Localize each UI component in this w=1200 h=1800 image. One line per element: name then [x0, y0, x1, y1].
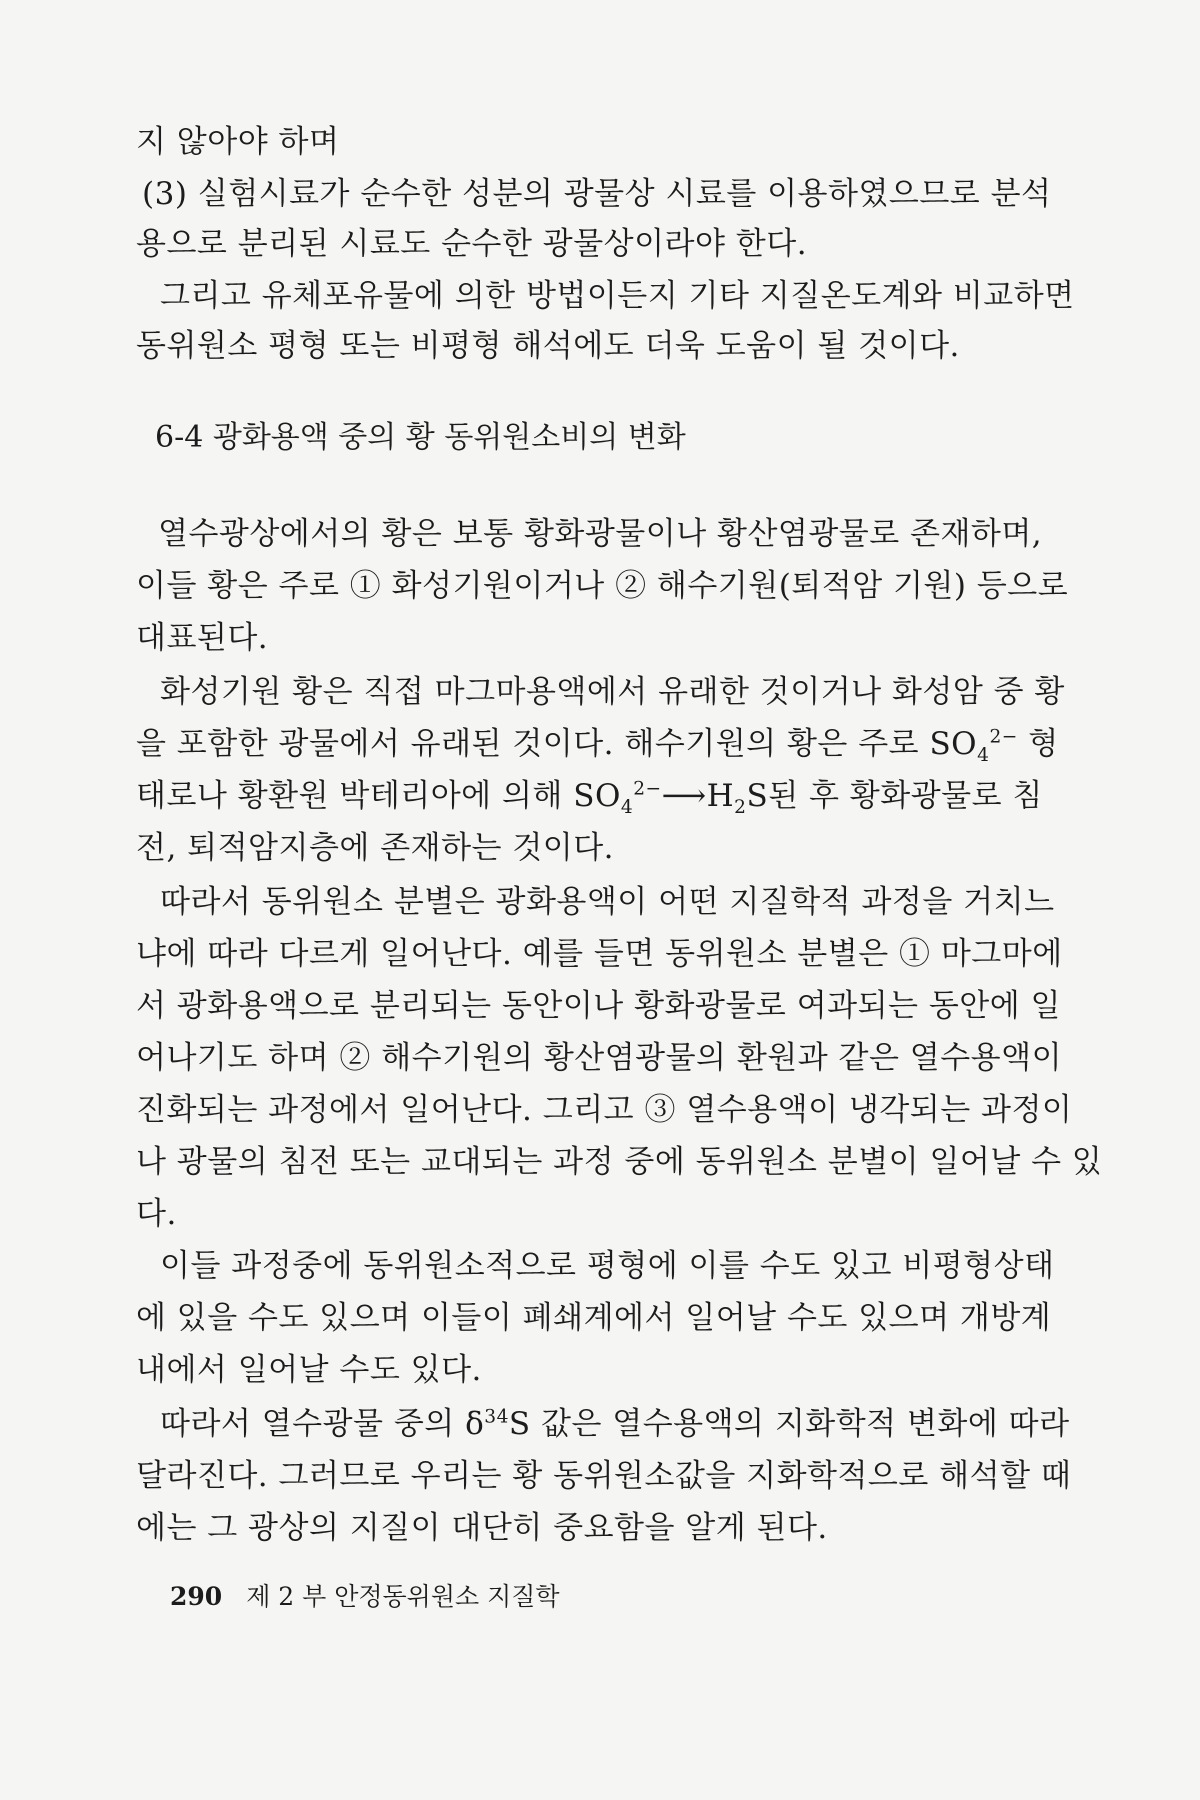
body-line-17: 내에서 일어날 수도 있다. — [136, 1352, 482, 1388]
body-line-19: 달라진다. 그러므로 우리는 황 동위원소값을 지화학적으로 해석할 때 — [136, 1458, 1072, 1494]
body-line-5-text: 을 포함한 광물에서 유래된 것이다. 해수기원의 황은 주로 SO — [136, 726, 978, 762]
body-line-12: 진화되는 과정에서 일어난다. 그리고 ③ 열수용액이 냉각되는 과정이 — [136, 1092, 1073, 1128]
h2s-subscript: 2 — [734, 797, 747, 819]
text-line-4: 그리고 유체포유물에 의한 방법이든지 기타 지질온도계와 비교하면 — [160, 278, 1075, 314]
footer-section-title: 제 2 부 안정동위원소 지질학 — [246, 1582, 560, 1611]
sulfate-subscript: 4 — [977, 745, 990, 767]
text-line-5: 동위원소 평형 또는 비평형 해석에도 더욱 도움이 될 것이다. — [136, 328, 960, 364]
text-line-1: 지 않아야 하며 — [136, 124, 340, 160]
sulfate-superscript-2: 2− — [633, 778, 662, 800]
body-line-5-tail: 형 — [1017, 726, 1059, 762]
body-line-18-text: 따라서 열수광물 중의 δ — [160, 1406, 485, 1442]
text-line-3: 용으로 분리된 시료도 순수한 광물상이라야 한다. — [136, 226, 808, 262]
body-line-14: 다. — [136, 1196, 177, 1232]
body-line-10: 서 광화용액으로 분리되는 동안이나 황화광물로 여과되는 동안에 일 — [136, 988, 1061, 1024]
isotope-superscript: 34 — [484, 1406, 509, 1428]
body-line-11: 어나기도 하며 ② 해수기원의 황산염광물의 환원과 같은 열수용액이 — [136, 1040, 1063, 1076]
sulfate-subscript-2: 4 — [620, 797, 634, 819]
body-line-18 — [160, 1404, 1070, 1445]
body-line-5 — [136, 724, 1059, 767]
body-line-4: 화성기원 황은 직접 마그마용액에서 유래한 것이거나 화성암 중 황 — [160, 674, 1065, 710]
body-line-3: 대표된다. — [136, 620, 269, 656]
body-line-2: 이들 황은 주로 ① 화성기원이거나 ② 해수기원(퇴적암 기원) 등으로 — [136, 568, 1069, 604]
body-line-20: 에는 그 광상의 지질이 대단히 중요함을 알게 된다. — [136, 1510, 828, 1546]
body-line-6 — [136, 776, 1043, 819]
body-line-9: 냐에 따라 다르게 일어난다. 예를 들면 동위원소 분별은 ① 마그마에 — [136, 936, 1063, 972]
body-line-18-tail: S 값은 열수용액의 지화학적 변화에 따라 — [508, 1406, 1070, 1442]
body-line-16: 에 있을 수도 있으며 이들이 폐쇄계에서 일어날 수도 있으며 개방계 — [136, 1300, 1052, 1336]
body-line-7: 전, 퇴적암지층에 존재하는 것이다. — [136, 830, 615, 866]
page-footer — [170, 1582, 560, 1612]
page-number: 290 — [170, 1582, 223, 1611]
text-line-2: (3) 실험시료가 순수한 성분의 광물상 시료를 이용하였으므로 분석 — [142, 176, 1052, 212]
section-heading: 6-4 광화용액 중의 황 동위원소비의 변화 — [155, 420, 686, 455]
body-line-15: 이들 과정중에 동위원소적으로 평형에 이를 수도 있고 비평형상태 — [160, 1248, 1055, 1284]
body-line-8: 따라서 동위원소 분별은 광화용액이 어떤 지질학적 과정을 거치느 — [160, 884, 1055, 920]
sulfate-superscript: 2− — [989, 726, 1018, 748]
body-line-6-text: 태로나 황환원 박테리아에 의해 SO — [136, 778, 621, 814]
body-line-6-tail: S된 후 황화광물로 침 — [746, 778, 1043, 814]
body-line-13: 나 광물의 침전 또는 교대되는 과정 중에 동위원소 분별이 일어날 수 있 — [136, 1144, 1103, 1180]
body-line-1: 열수광상에서의 황은 보통 황화광물이나 황산염광물로 존재하며, — [158, 516, 1043, 552]
reaction-arrow: ⟶H — [661, 778, 735, 814]
